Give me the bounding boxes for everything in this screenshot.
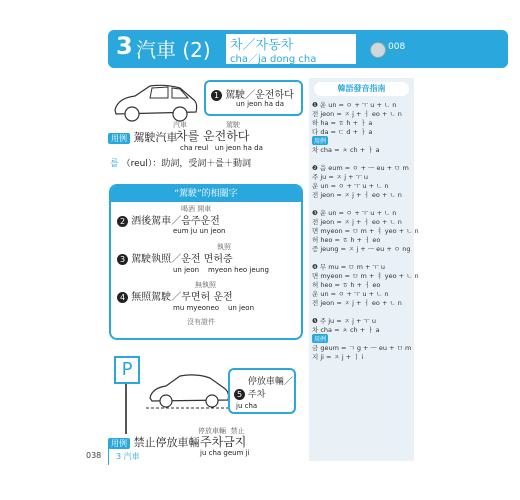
- entry-word: 停放車輛／주차: [247, 377, 293, 400]
- page-number: 038: [86, 451, 102, 460]
- footer-divider: [108, 445, 109, 465]
- example-label: 用例: [108, 438, 130, 449]
- example-korean: 주차금지: [200, 435, 247, 449]
- entry-word: 駕駛／운전하다: [225, 90, 294, 101]
- pronunciation-line: 허 heo = ㅎ h + ㅓ eo: [312, 236, 381, 244]
- example-chinese: 駕駛汽車: [133, 131, 178, 144]
- lesson-title: 汽車 (2): [136, 38, 211, 62]
- cd-icon: [370, 42, 386, 58]
- sign-pole: [125, 384, 127, 434]
- entry-roman: un jeon ha da: [236, 100, 284, 108]
- car-illustration: [110, 80, 200, 125]
- lesson-korean: 차／자동차: [230, 38, 294, 53]
- related-roman: mu myeoneo un jeon: [173, 304, 255, 312]
- panel-example-tag: 用例: [314, 138, 327, 145]
- example-label: 用例: [108, 133, 130, 144]
- gloss-drive: 駕駛: [226, 121, 240, 129]
- entry-parking: [228, 368, 296, 414]
- example-chinese: 禁止停放車輛: [133, 436, 200, 449]
- entry-drive: [204, 80, 303, 116]
- pronunciation-line: 운 un = ㅇ + ㅜ u + ㄴ n: [312, 290, 389, 298]
- related-item: 3 駕駛執照／운전 면허증: [117, 250, 233, 265]
- pronunciation-line: 면 myeon = ㅁ m + ㅕ yeo + ㄴ n: [312, 272, 419, 280]
- pronunciation-line: 증 jeung = ㅈ j + ㅡ eu + ㅇ ng: [312, 245, 411, 253]
- entry-number: 1: [211, 90, 222, 101]
- related-title: “駕駛”的相關字: [111, 186, 301, 202]
- related-gloss: 喝酒 開車: [181, 205, 212, 213]
- example-gloss: 停放車輛 禁止: [198, 427, 245, 435]
- example-korean-verb: 운전하다: [203, 129, 250, 143]
- parked-car-illustration: [146, 370, 236, 410]
- pronunciation-line: 다 da = ㄷ d + ㅏ a: [312, 128, 373, 136]
- grammar-marker: 를: [110, 159, 119, 169]
- entry-roman: ju cha: [236, 402, 258, 410]
- pronunciation-line: 전 jeon = ㅈ j + ㅓ eo + ㄴ n: [312, 299, 402, 307]
- example-korean-object: 차를: [176, 129, 200, 143]
- pronunciation-line: 차 cha = ㅊ ch + ㅏ a: [312, 326, 380, 334]
- related-roman: eum ju un jeon: [173, 227, 226, 235]
- pronunciation-line: 차 cha = ㅊ ch + ㅏ a: [312, 146, 380, 154]
- related-gloss: 無執照: [195, 281, 216, 289]
- related-item: 4 無照駕駛／무면허 운전: [117, 288, 233, 303]
- pronunciation-line: 전 jeon = ㅈ j + ㅓ eo + ㄴ n: [312, 191, 402, 199]
- entry-number: 5: [234, 389, 245, 400]
- panel-title: 韓語發音指南: [314, 82, 409, 96]
- pronunciation-line: ❷ 음 eum = ㅇ + ㅡ eu + ㅁ m: [312, 164, 409, 172]
- related-roman: un jeon myeon heo jeung: [173, 266, 270, 274]
- pronunciation-line: ❹ 무 mu = ㅁ m + ㅜ u: [312, 263, 385, 271]
- related-gloss: 執照: [217, 243, 231, 251]
- parking-sign-icon: P: [114, 356, 140, 384]
- pronunciation-line: 하 ha = ㅎ h + ㅏ a: [312, 119, 373, 127]
- pronunciation-line: 허 heo = ㅎ h + ㅓ eo: [312, 281, 381, 289]
- grammar-note: （reul）：助詞，受詞＋를＋動詞: [121, 159, 252, 169]
- related-gloss-2: 沒有證件: [187, 318, 215, 326]
- example-romanization: ju cha geum ji: [200, 449, 250, 457]
- pronunciation-line: ❶ 운 un = ㅇ + ㅜ u + ㄴ n: [312, 101, 397, 109]
- lesson-number: 3: [116, 32, 133, 60]
- panel-example-tag: 用例: [314, 336, 327, 343]
- track-number: 008: [388, 42, 406, 52]
- pronunciation-line: ❸ 운 un = ㅇ + ㅜ u + ㄴ n: [312, 209, 397, 217]
- pronunciation-line: 금 geum = ㄱ g + ㅡ eu + ㅁ m: [312, 344, 412, 352]
- pronunciation-line: 전 jeon = ㅈ j + ㅓ eo + ㄴ n: [312, 218, 402, 226]
- pronunciation-line: 전 jeon = ㅈ j + ㅓ eo + ㄴ n: [312, 110, 402, 118]
- example-romanization: cha reul un jeon ha da: [180, 144, 263, 152]
- footer-title: 3 汽車: [116, 452, 140, 461]
- lesson-header: [108, 30, 508, 68]
- pronunciation-line: ❺ 주 ju = ㅈ j + ㅜ u: [312, 317, 376, 325]
- gloss-car: 汽車: [173, 121, 187, 129]
- pronunciation-line: 운 un = ㅇ + ㅜ u + ㄴ n: [312, 182, 389, 190]
- pronunciation-line: 주 ju = ㅈ j + ㅜ u: [312, 173, 369, 181]
- pronunciation-line: 면 myeon = ㅁ m + ㅕ yeo + ㄴ n: [312, 227, 419, 235]
- related-item: 2 酒後駕車／음주운전: [117, 212, 220, 227]
- pronunciation-line: 지 ji = ㅈ j + ㅣ i: [312, 353, 364, 361]
- lesson-romanization: cha／ja dong cha: [230, 54, 317, 65]
- related-words-box: [109, 184, 303, 340]
